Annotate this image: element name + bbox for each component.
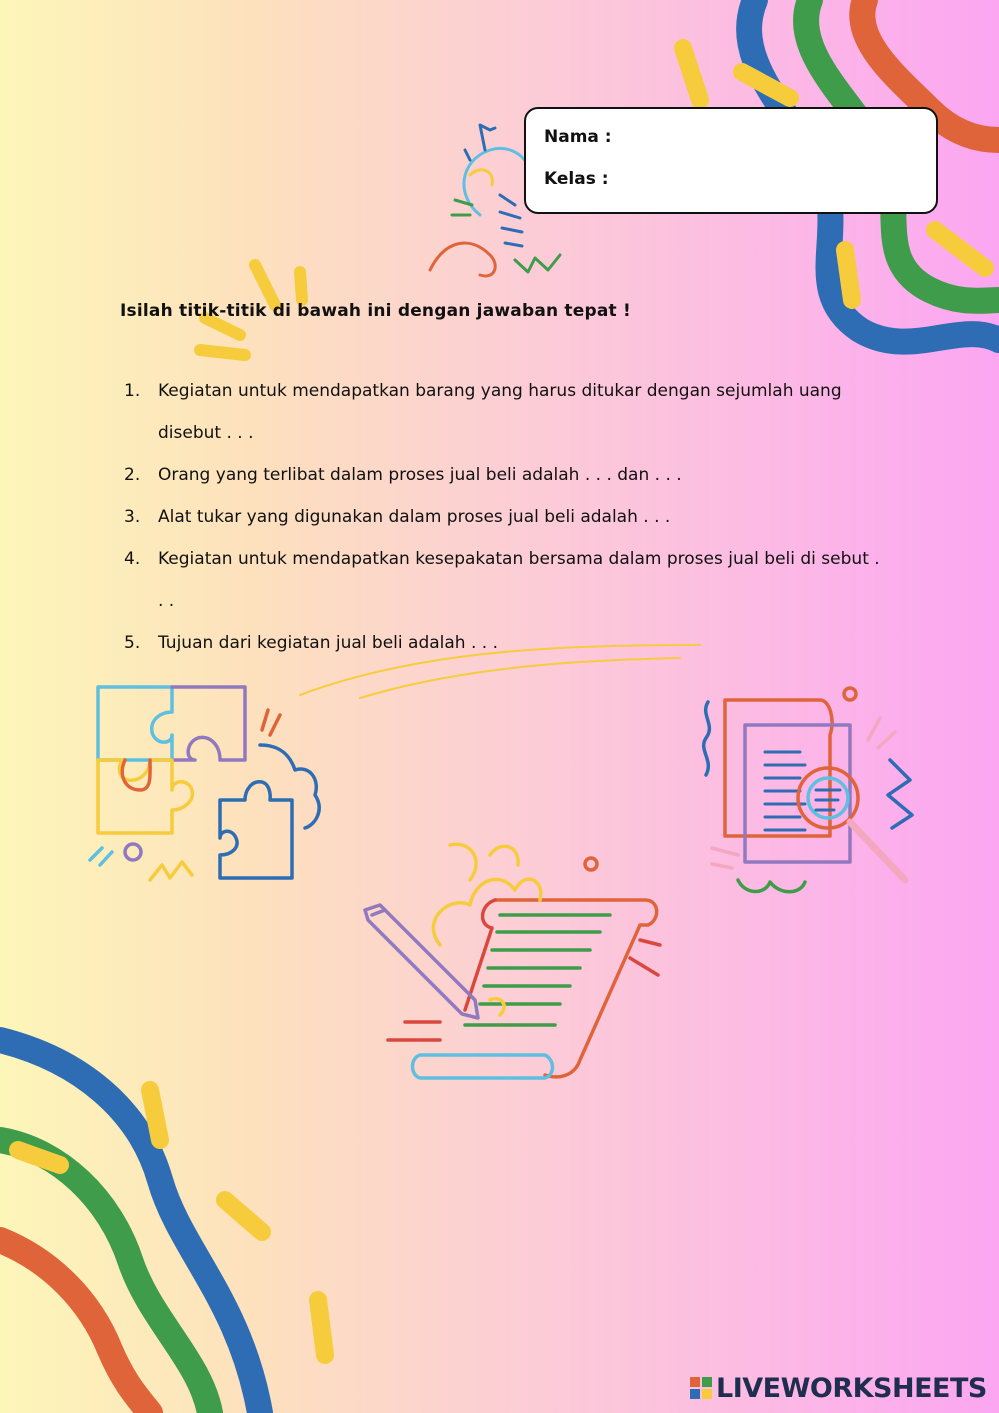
- instruction-text: Isilah titik-titik di bawah ini dengan jawaban tepat !: [120, 301, 631, 321]
- question-text: Alat tukar yang digunakan dalam proses jual beli adalah . . .: [158, 507, 671, 527]
- bottom-left-wave-decoration: [0, 1040, 325, 1413]
- question-list: [124, 370, 884, 664]
- question-item: [124, 538, 884, 622]
- brand-name: LIVEWORKSHEETS: [716, 1372, 987, 1404]
- question-item: [124, 622, 884, 664]
- question-number: 4.: [124, 549, 141, 569]
- brand-logo-icon: [690, 1377, 712, 1399]
- question-item: [124, 496, 884, 538]
- scroll-pencil-icon: [365, 844, 660, 1078]
- document-search-icon: [704, 688, 912, 892]
- question-item: [124, 454, 884, 496]
- question-item: [124, 370, 884, 454]
- question-text: Kegiatan untuk mendapatkan barang yang harus ditukar dengan sejumlah uang disebut . . .: [158, 381, 842, 443]
- question-text: Kegiatan untuk mendapatkan kesepakatan bersama dalam proses jual beli di sebut . . .: [158, 549, 880, 611]
- question-number: 2.: [124, 465, 141, 485]
- question-text: Orang yang terlibat dalam proses jual beli adalah . . . dan . . .: [158, 465, 682, 485]
- puzzle-icon: [90, 687, 319, 880]
- question-number: 5.: [124, 633, 141, 653]
- student-info-box: [524, 107, 938, 214]
- question-number: 3.: [124, 507, 141, 527]
- question-number: 1.: [124, 381, 141, 401]
- name-label: Nama :: [544, 127, 612, 147]
- liveworksheets-brand[interactable]: [690, 1368, 987, 1408]
- class-label: Kelas :: [544, 169, 609, 189]
- question-text: Tujuan dari kegiatan jual beli adalah . . .: [158, 633, 498, 653]
